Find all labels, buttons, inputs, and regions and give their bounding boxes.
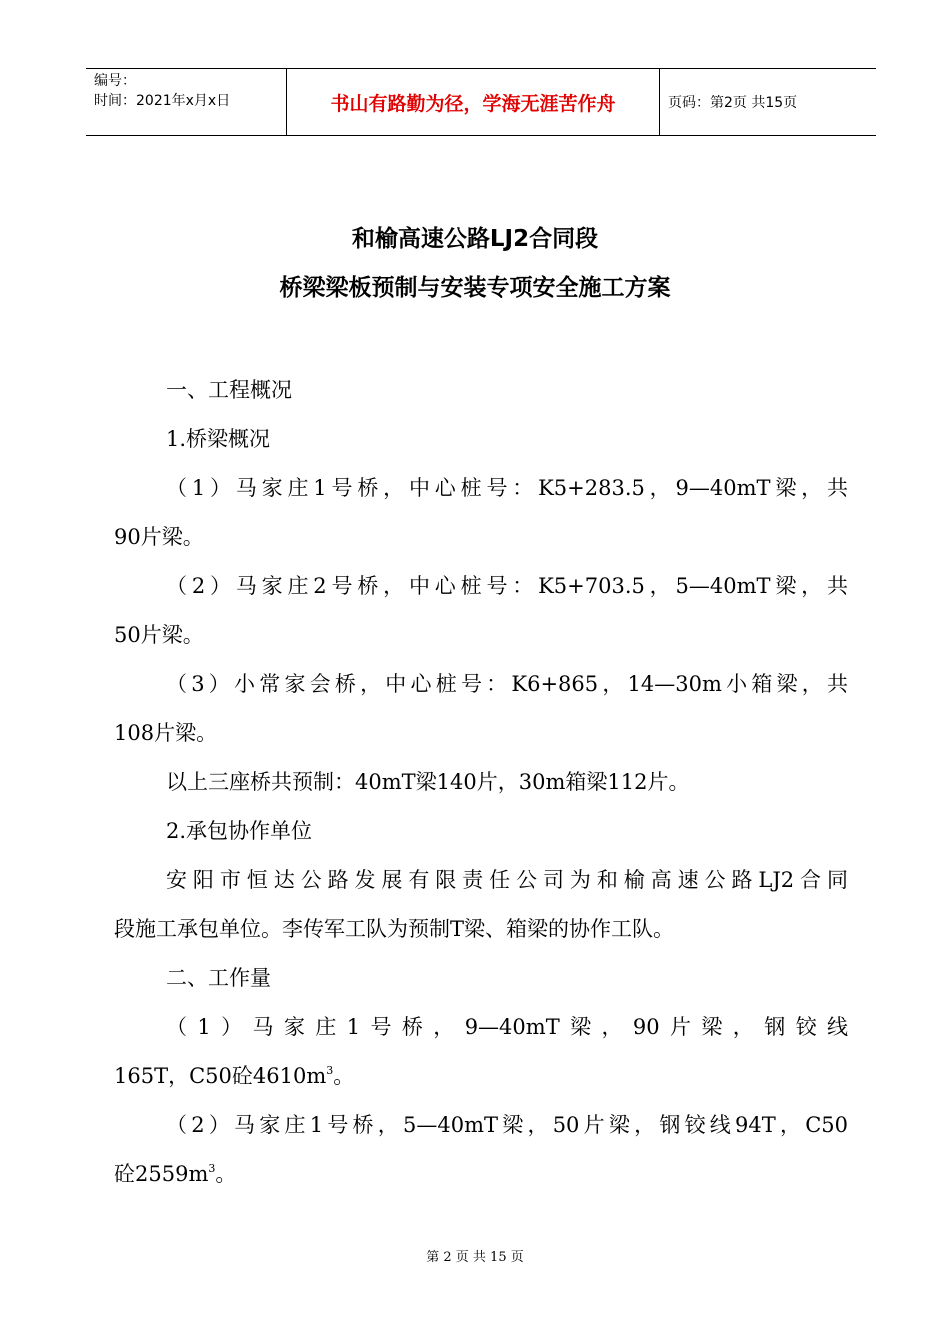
doc-number-label: 编号：: [94, 73, 136, 89]
paragraph-line: [114, 1150, 848, 1199]
paragraph-line: 以上三座桥共预制：40mT梁140片，30m箱梁112片。: [166, 770, 690, 794]
header-page-cell: [660, 69, 876, 135]
paragraph-line: （2）马家庄2号桥，中心桩号：K5+703.5，5—40mT梁，共: [166, 574, 848, 598]
paragraph-line: 108片梁。: [114, 721, 218, 745]
header-page-info: 页码：第2页 共15页: [668, 95, 798, 111]
subsection-heading: 2.承包协作单位: [166, 819, 313, 843]
paragraph-line: （1）马家庄1号桥，中心桩号：K5+283.5，9—40mT梁，共: [166, 476, 848, 500]
header-motto-cell: [286, 69, 660, 135]
subsection-heading: 1.桥梁概况: [166, 427, 271, 451]
paragraph-text: 砼2559m: [114, 1162, 209, 1186]
paragraph-line: [114, 1052, 848, 1101]
superscript-3: 3: [326, 1064, 334, 1077]
paragraph-line: （2）马家庄1号桥，5—40mT梁，50片梁，钢铰线94T，C50: [166, 1113, 848, 1137]
period: 。: [215, 1162, 237, 1186]
paragraph-line: 50片梁。: [114, 623, 204, 647]
paragraph-line: （1）马家庄1号桥，9—40mT梁，90片梁，钢铰线: [166, 1015, 848, 1039]
page-footer: 第 2 页 共 15 页: [426, 1250, 524, 1265]
period: 。: [333, 1064, 355, 1088]
paragraph-line: （3）小常家会桥，中心桩号：K6+865，14—30m小箱梁，共: [166, 672, 848, 696]
paragraph-line: 90片梁。: [114, 525, 204, 549]
document-body: [114, 366, 848, 1199]
document-header: [86, 68, 876, 136]
document-title-line1: 和榆高速公路LJ2合同段: [351, 226, 599, 252]
doc-time-label: 时间：2021年x月x日: [94, 93, 231, 109]
paragraph-line: 段施工承包单位。李传军工队为预制T梁、箱梁的协作工队。: [114, 917, 675, 941]
paragraph-text: 165T，C50砼4610m: [114, 1064, 327, 1088]
header-motto: 书山有路勤为径，学海无涯苦作舟: [330, 92, 616, 115]
superscript-3: 3: [208, 1162, 216, 1175]
section-heading: 一、工程概况: [166, 378, 292, 402]
section-heading: 二、工作量: [166, 966, 271, 990]
header-meta: [86, 69, 286, 135]
paragraph-line: 安阳市恒达公路发展有限责任公司为和榆高速公路LJ2合同: [166, 868, 848, 892]
document-title-line2: 桥梁梁板预制与安装专项安全施工方案: [279, 275, 671, 301]
